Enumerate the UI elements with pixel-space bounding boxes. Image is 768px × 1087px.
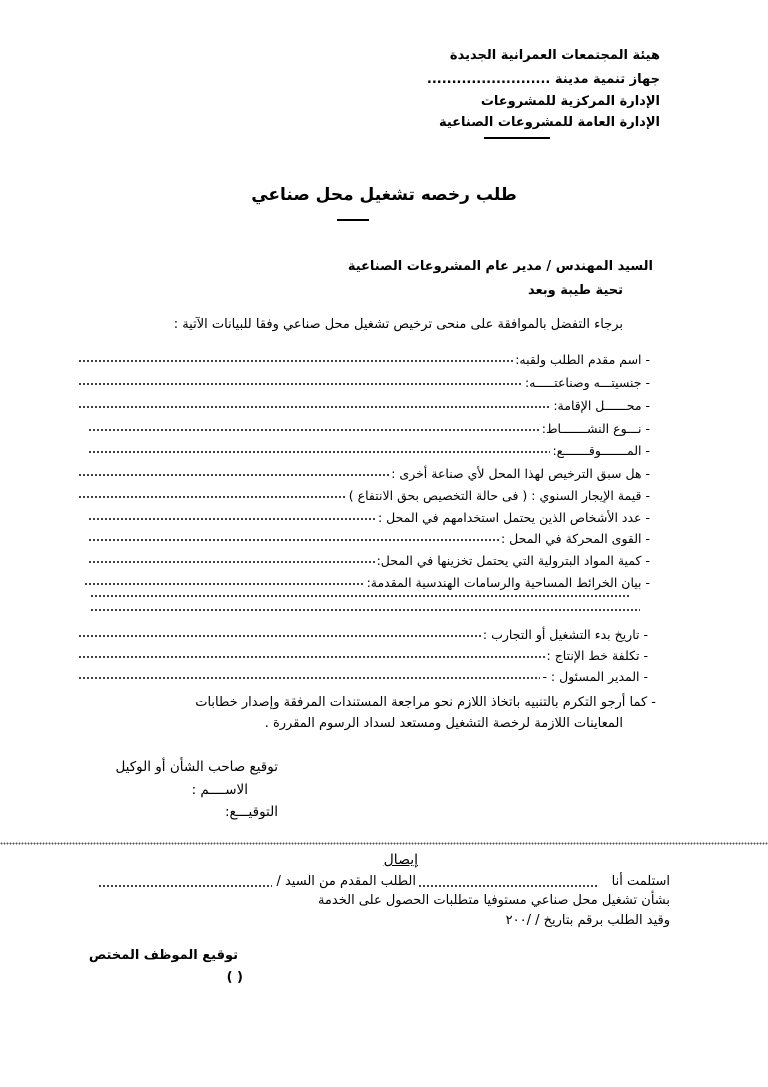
greeting: تحية طيبة وبعد (527, 283, 623, 298)
receipt-title: إيصال (383, 852, 418, 868)
fill-line[interactable] (88, 560, 375, 564)
receiver-name-line[interactable] (418, 884, 598, 888)
field-label: - المدير المسئول : - (542, 669, 648, 684)
field-label: - القوى المحركة في المحل : (501, 531, 650, 546)
field-label: - بيان الخرائط المساحية والرسامات الهندسية المقدمة: (366, 575, 650, 590)
cut-line-divider (0, 842, 768, 845)
header-underline (484, 137, 550, 139)
name-label: الاســــم : (191, 782, 248, 798)
employee-signature-title: توقيع الموظف المختص (88, 948, 238, 963)
receipt-applicant-label: الطلب المقدم من السيد / (276, 874, 416, 889)
general-department: الإدارة العامة للمشروعات الصناعية (438, 115, 660, 130)
fill-line[interactable] (78, 655, 545, 659)
field-annual-rent[interactable] (78, 485, 650, 503)
field-label: - نـــوع النشـــــــاط: (541, 421, 650, 436)
field-label: - اسم مقدم الطلب ولقبه: (515, 352, 650, 367)
field-label: - تكلفة خط الإنتاج : (546, 648, 648, 663)
document-title: طلب رخصه تشغيل محل صناعي (251, 185, 517, 205)
field-activity-type[interactable] (88, 418, 650, 436)
central-department: الإدارة المركزية للمشروعات (480, 94, 660, 109)
field-petroleum-storage[interactable] (88, 550, 650, 568)
field-label: - عدد الأشخاص الذين يحتمل استخدامهم في المحل : (377, 510, 650, 525)
field-responsible-manager[interactable] (78, 666, 648, 684)
field-nationality-trade[interactable] (78, 372, 650, 390)
field-motive-power[interactable] (88, 528, 650, 546)
receipt-purpose: بشأن تشغيل محل صناعي مستوفيا متطلبات الحصول على الخدمة (317, 893, 670, 908)
field-label: - محــــــل الإقامة: (553, 398, 650, 413)
fill-line[interactable] (78, 473, 389, 477)
receipt-registration: وقيد الطلب برقم بتاريخ / /٢٠٠ (505, 913, 670, 928)
request-line-2: المعاينات اللازمة لرخصة التشغيل ومستعد لسداد الرسوم المقررة . (264, 716, 623, 731)
fill-line[interactable] (78, 676, 540, 680)
authority-name: هيئة المجتمعات العمرانية الجديدة (449, 48, 660, 63)
fill-line[interactable] (78, 495, 347, 499)
field-location[interactable] (88, 440, 650, 458)
field-label: - قيمة الإيجار السنوي : ( فى حالة التخصيص بحق الانتفاع ) (348, 488, 650, 503)
fill-line[interactable] (88, 450, 550, 454)
applicant-name-line[interactable] (98, 884, 272, 888)
extra-fill-line[interactable] (90, 608, 640, 612)
field-production-line-cost[interactable] (78, 645, 648, 663)
field-applicant-name[interactable] (78, 349, 650, 367)
title-underline (337, 219, 369, 221)
fill-line[interactable] (78, 359, 513, 363)
field-prior-license[interactable] (78, 463, 650, 481)
field-label: - جنسيتـــه وصناعتـــــه: (524, 375, 650, 390)
field-label: - تاريخ بدء التشغيل أو التجارب : (482, 627, 648, 642)
fill-line[interactable] (84, 582, 365, 586)
field-label: - هل سبق الترخيص لهذا المحل لأي صناعة أخرى : (391, 466, 650, 481)
receipt-received-by: استلمت أنا (611, 874, 670, 889)
employee-signature-box[interactable]: ( ) (226, 970, 243, 985)
extra-fill-line[interactable] (90, 594, 630, 598)
request-line-1: - كما أرجو التكرم بالتنبيه باتخاذ اللازم نحو مراجعة المستندات المرفقة وإصدار خطابات (195, 695, 656, 710)
intro-text: برجاء التفضل بالموافقة على منحى ترخيص تشغيل محل صناعي وفقا للبيانات الآتية : (173, 317, 623, 332)
owner-signature-title: توقيع صاحب الشأن أو الوكيل (115, 759, 278, 775)
field-label: - المـــــــوقـــــــع: (552, 443, 650, 458)
signature-label: التوقيـــع: (224, 804, 278, 820)
city-agency-line: جهاز تنمية مدينة ......................... (426, 72, 660, 87)
fill-line[interactable] (78, 382, 523, 386)
fill-line[interactable] (88, 538, 499, 542)
addressee-line: السيد المهندس / مدير عام المشروعات الصناعية (347, 259, 653, 274)
field-operation-start-date[interactable] (78, 624, 648, 642)
field-residence[interactable] (78, 395, 650, 413)
fill-line[interactable] (78, 405, 551, 409)
fill-line[interactable] (88, 428, 540, 432)
field-maps-drawings[interactable] (84, 572, 650, 590)
field-employee-count[interactable] (88, 507, 650, 525)
fill-line[interactable] (78, 634, 481, 638)
field-label: - كمية المواد البترولية التي يحتمل تخزينها في المحل: (376, 553, 650, 568)
fill-line[interactable] (88, 517, 376, 521)
